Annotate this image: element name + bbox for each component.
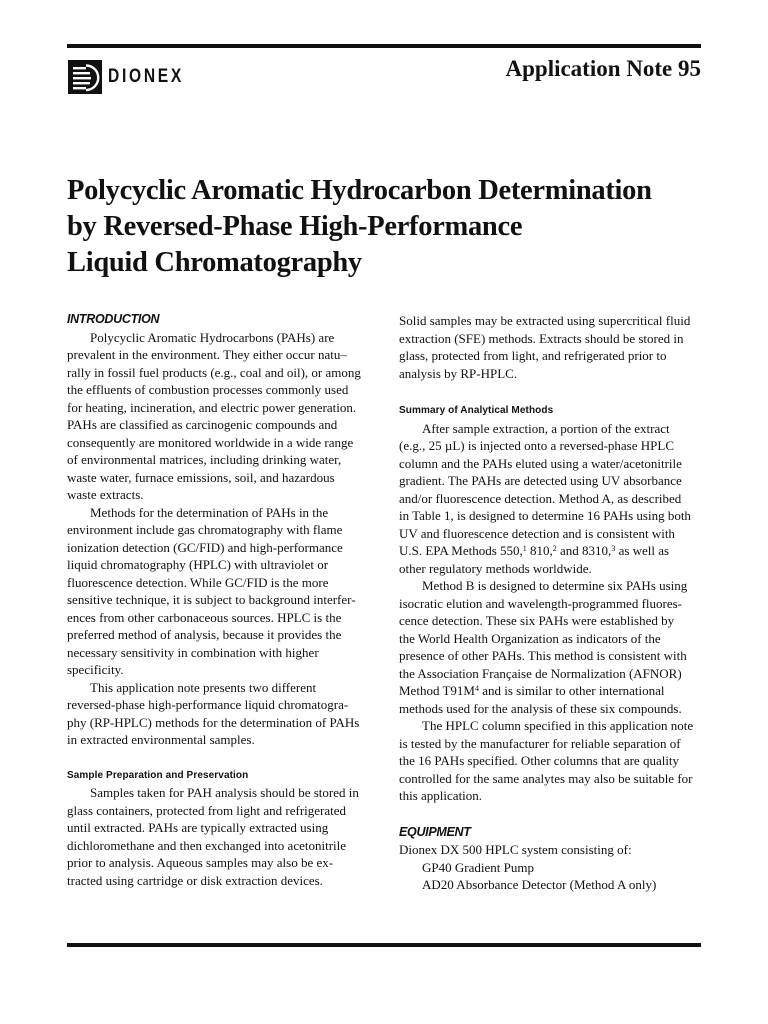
sample-prep-heading: Sample Preparation and Preservation (67, 769, 249, 781)
text-line: cence detection. These six PAHs were established by (399, 613, 675, 628)
brand-name: DIONEX (108, 66, 184, 87)
equipment-list (399, 859, 703, 894)
text-line: PAHs are classified as carcinogenic compounds and (67, 417, 338, 432)
text-line: reversed-phase high-performance liquid chromatogra- (67, 697, 349, 712)
equipment-heading: EQUIPMENT (399, 824, 471, 839)
text-line: ences from other carbonaceous sources. HPLC is the (67, 609, 342, 625)
text-line: glass, protected from light, and refrigerated prior to (399, 348, 667, 363)
summary-paragraph-2 (399, 577, 703, 682)
text-line: the 16 PAHs specified. Other columns that are quality (399, 753, 680, 768)
text-line: necessary sensitivity in combination with higher (67, 644, 319, 660)
text-line: Method $T91M^4$ and is similar to other international (399, 683, 665, 698)
text-line: sensitive technique, it is subject to background interfer- (67, 592, 356, 607)
top-rule (67, 44, 701, 48)
introduction-heading: INTRODUCTION (67, 312, 160, 326)
text-line: preferred method of analysis, because it provides the (67, 627, 342, 642)
text-line: This application note presents two different (90, 679, 317, 695)
text-line: Samples taken for PAH analysis should be stored in (90, 785, 359, 800)
dionex-logo (68, 60, 201, 94)
text-line: waste water, furnace emissions, soil, and hazardous (67, 469, 335, 485)
title-line: Polycyclic Aromatic Hydrocarbon Determination (67, 175, 652, 206)
text-line: specificity. (67, 662, 124, 677)
text-line: ionization detection (GC/FID) and high-performance (67, 539, 343, 555)
text-line: is tested by the manufacturer for reliable separation of (399, 735, 681, 751)
text-line: analysis by RP-HPLC. (399, 365, 518, 381)
text-line: After sample extraction, a portion of the extract (422, 420, 670, 436)
text-line: environment include gas chromatography with flame (67, 522, 343, 537)
text-line: GP40 Gradient Pump (422, 859, 534, 875)
text-line: UV and fluorescence detection and is consistent with (399, 525, 675, 541)
application-note-label: Application Note 95 (505, 56, 701, 81)
text-line: The HPLC column specified in this application note (422, 718, 694, 733)
text-line: other regulatory methods worldwide. (399, 560, 592, 576)
text-line: for heating, incineration, and electric power generation. (67, 399, 357, 415)
text-line: in Table 1, is designed to determine 16 PAHs using both (399, 508, 691, 523)
text-line: extraction (SFE) methods. Extracts should be stored in (399, 330, 684, 346)
text-line: isocratic elution and wavelength-programmed fluores- (399, 595, 683, 611)
text-line: Solid samples may be extracted using supercritical fluid (399, 313, 691, 328)
text-line: Methods for the determination of PAHs in the (90, 504, 329, 520)
text-line: the Association Française de Normalization (AFNOR) (399, 665, 682, 681)
bottom-rule (67, 943, 701, 947)
text-line: prior to analysis. Aqueous samples may also be ex- (67, 855, 334, 870)
intro-paragraph-1 (67, 329, 373, 504)
text-line: dichloromethane and then exchanged into acetonitrile (67, 837, 347, 853)
solid-samples-paragraph (399, 312, 703, 382)
text-line: AD20 Absorbance Detector (Method A only) (422, 877, 657, 892)
text-line: controlled for the same analytes may also be suitable for (399, 770, 693, 786)
equipment-intro: Dionex DX 500 HPLC system consisting of: (399, 842, 632, 857)
text-line: in extracted environmental samples. (67, 732, 255, 747)
left-column (67, 311, 373, 889)
title-line: Liquid Chromatography (67, 247, 362, 278)
text-line: methods used for the analysis of these six compounds. (399, 700, 682, 716)
text-line: until extracted. PAHs are typically extracted using (67, 820, 329, 835)
page-title (67, 173, 707, 281)
text-line: this application. (399, 788, 483, 803)
text-line: and/or fluorescence detection. Method A, as described (399, 490, 682, 506)
text-line: column and the PAHs eluted using a water/acetonitrile (399, 455, 682, 471)
summary-paragraph-3 (399, 717, 703, 805)
text-line: tracted using cartridge or disk extraction devices. (67, 872, 323, 888)
text-line: the World Health Organization as indicators of the (399, 630, 661, 646)
summary-paragraph-1 (399, 420, 703, 543)
text-line: the effluents of combustion processes commonly used (67, 382, 349, 397)
text-line: fluorescence detection. While GC/FID is the more (67, 574, 329, 590)
text-line: liquid chromatography (HPLC) with ultraviolet or (67, 557, 329, 572)
sample-prep-paragraph (67, 784, 373, 889)
text-line: U.S. EPA Methods 550,$^1$ 810,$^2$ and 8310,$^3$ as well as (399, 543, 670, 558)
text-line: Polycyclic Aromatic Hydrocarbons (PAHs) are (90, 329, 335, 345)
text-line: gradient. The PAHs are detected using UV absorbance (399, 473, 682, 488)
text-line: glass containers, protected from light and refrigerated (67, 802, 347, 818)
dionex-logo-icon (68, 60, 102, 94)
text-line: (e.g., 25 µL) is injected onto a reversed-phase HPLC (399, 438, 674, 453)
text-line: phy (RP-HPLC) methods for the determination of PAHs (67, 714, 360, 730)
right-column (399, 312, 703, 894)
intro-paragraph-2 (67, 504, 373, 679)
text-line: prevalent in the environment. They either occur natu– (67, 347, 347, 362)
text-line: waste extracts. (67, 487, 144, 502)
intro-paragraph-3 (67, 679, 373, 749)
text-line: Method B is designed to determine six PAHs using (422, 578, 688, 593)
text-line: consequently are monitored worldwide in a wide range (67, 434, 354, 450)
text-line: of environmental matrices, including drinking water, (67, 452, 342, 467)
text-line: presence of other PAHs. This method is consistent with (399, 648, 687, 663)
summary-heading: Summary of Analytical Methods (399, 405, 554, 416)
title-line: by Reversed-Phase High-Performance (67, 211, 523, 242)
text-line: rally in fossil fuel products (e.g., coal and oil), or among (67, 364, 361, 380)
